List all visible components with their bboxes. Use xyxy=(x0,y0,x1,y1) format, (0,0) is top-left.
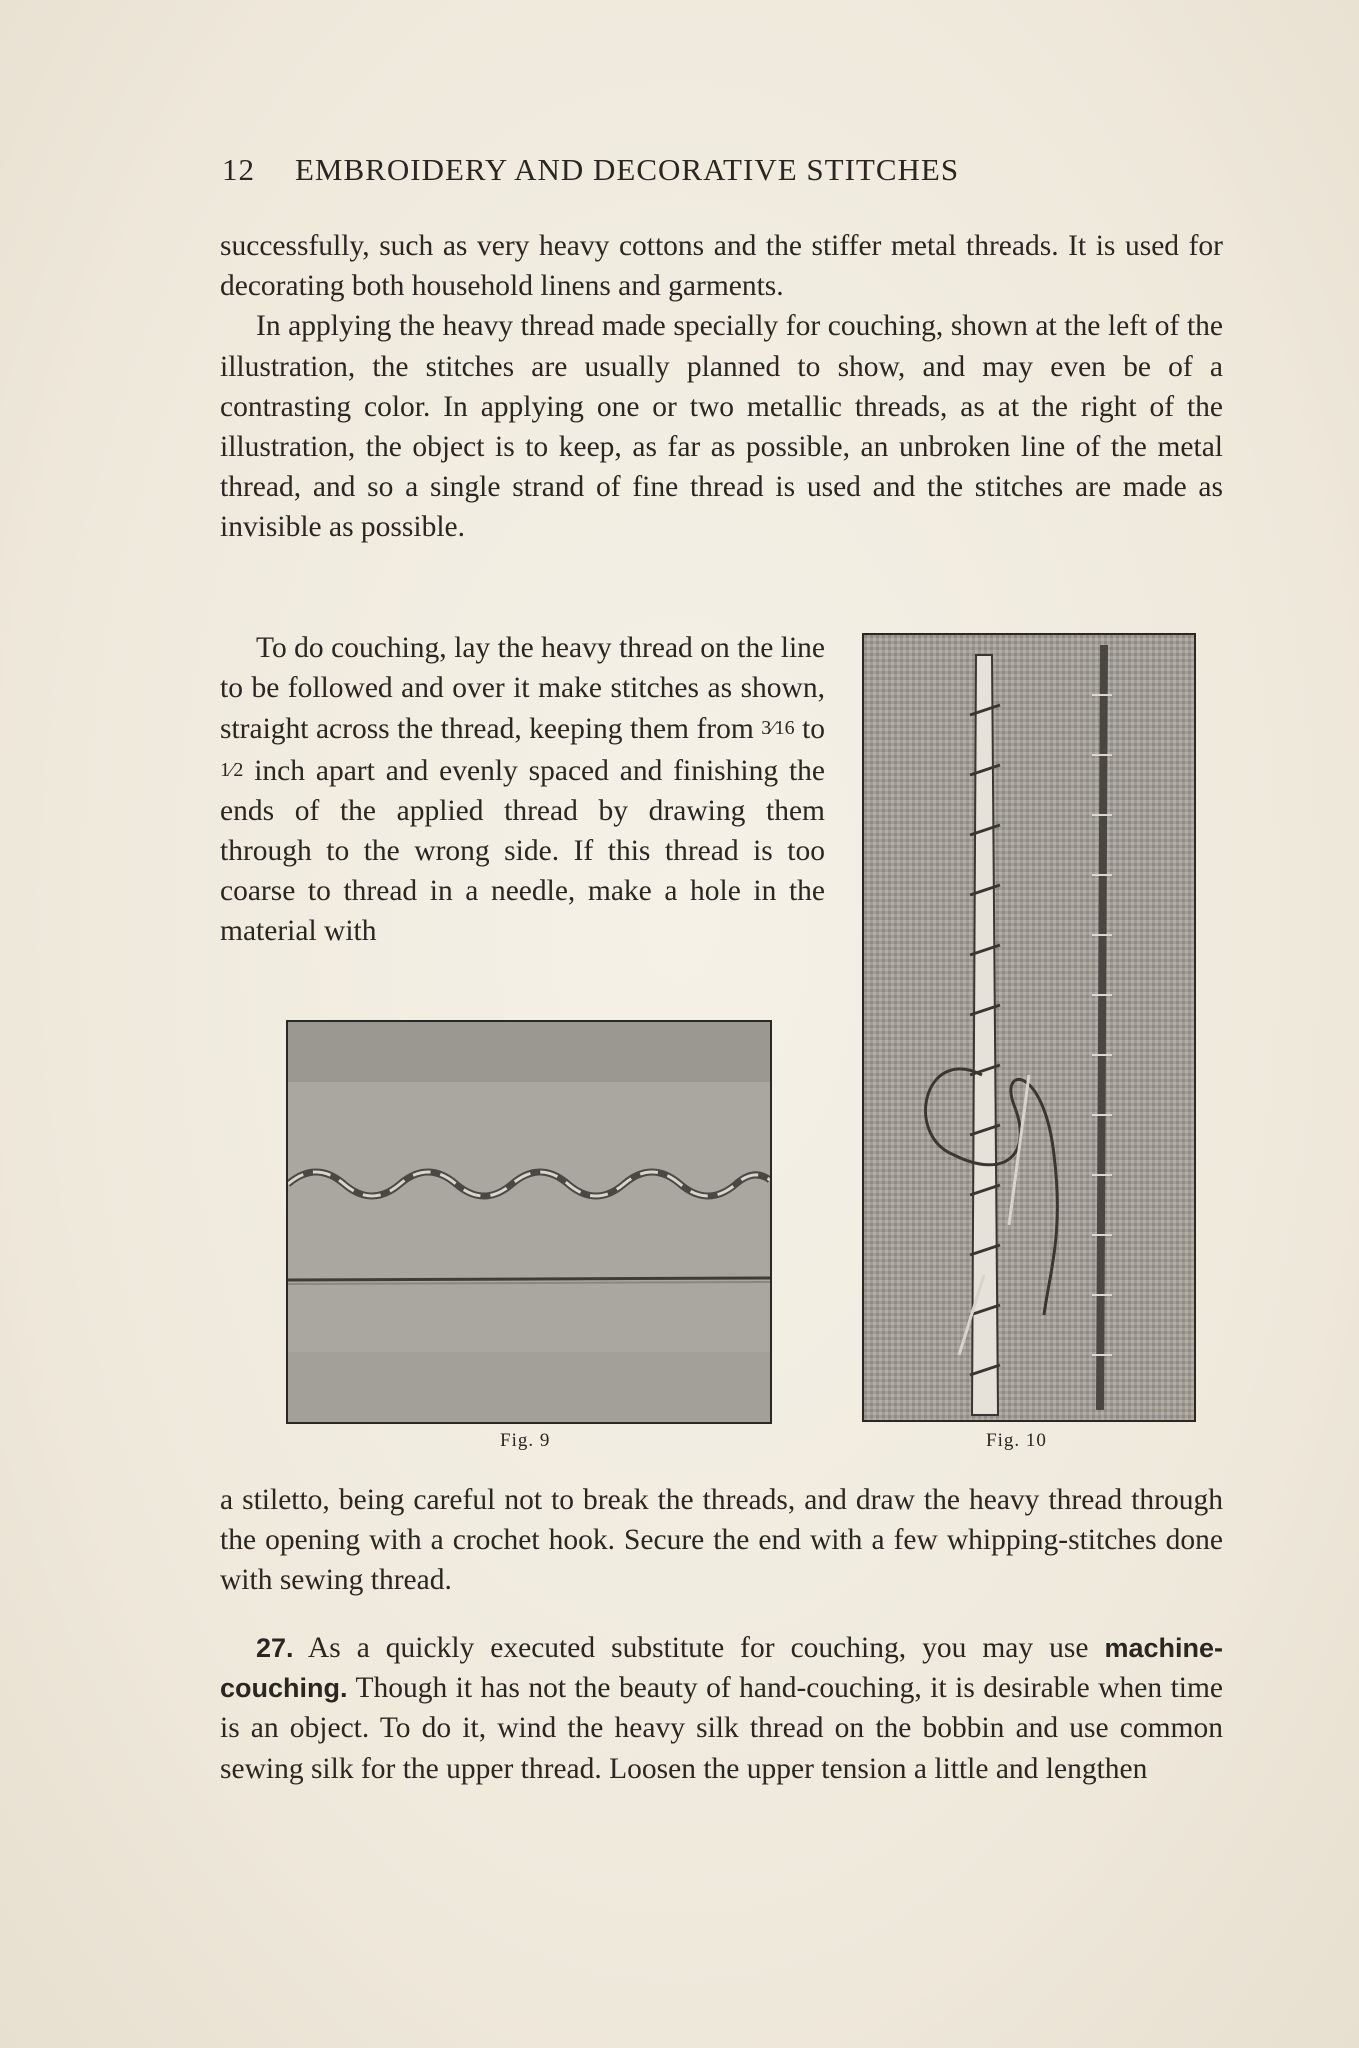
term-machine-couching: machine-couching. xyxy=(220,1633,1223,1704)
paragraph-couching-thread: In applying the heavy thread made specially for couching, shown at the left of the illustration, the stitches are usually planned to show, and may even be of a contrasting color. In applying one or two metallic threads, as at the right of the illustration, the object is to keep, as far as possible, an unbroken line of the metal thread, and so a single strand of fine thread is used and the stitches are made as invisible as possible. xyxy=(220,310,1223,544)
figure-9-caption: Fig. 9 xyxy=(500,1430,551,1451)
page-number: 12 xyxy=(222,152,255,187)
paragraph-machine-couching-start: As a quickly executed substitute for couching, you may use xyxy=(307,1632,1089,1664)
figure-9-image xyxy=(286,1020,772,1424)
fraction-three-sixteenths: 3⁄16 xyxy=(761,717,795,740)
paragraph-machine-couching-end: Though it has not the beauty of hand-couching, it is desirable when time is an object. To do it, wind the heavy silk thread on the bobbin and use common sewing silk for the upper thread. Loosen the upper tension a little and lengthen xyxy=(220,1672,1223,1785)
paragraph-couching-method-end: inch apart and evenly spaced and finishing the ends of the applied thread by drawing them through to the wrong side. If this thread is too coarse to thread in a needle, make a hole in the material with xyxy=(220,754,826,948)
couched-scallop-illustration xyxy=(288,1022,770,1422)
paragraph-continuation: successfully, such as very heavy cottons and the stiffer metal threads. It is used for decorating both household linens and garments. xyxy=(220,230,1223,303)
figure-10-image xyxy=(862,633,1196,1422)
figure-10-caption: Fig. 10 xyxy=(986,1430,1047,1451)
running-title: EMBROIDERY AND DECORATIVE STITCHES xyxy=(295,152,960,187)
text-block-top xyxy=(220,226,1223,548)
paragraph-couching-method xyxy=(220,628,825,952)
paragraph-number: 27. xyxy=(256,1633,294,1663)
paragraph-couching-method-start: To do couching, lay the heavy thread on the line to be followed and over it make stitches as shown, straight across the thread, keeping them from xyxy=(220,632,825,746)
word-to: to xyxy=(802,713,826,746)
paragraph-machine-couching xyxy=(220,1628,1223,1789)
fraction-one-half: 1⁄2 xyxy=(220,758,244,781)
couched-cord-illustration xyxy=(864,635,1194,1420)
running-header xyxy=(222,152,1122,188)
paragraph-stiletto: a stiletto, being careful not to break the threads, and draw the heavy thread through the opening with a crochet hook. Secure the end with a few whipping-stitches done with sewing thread. xyxy=(220,1484,1223,1597)
